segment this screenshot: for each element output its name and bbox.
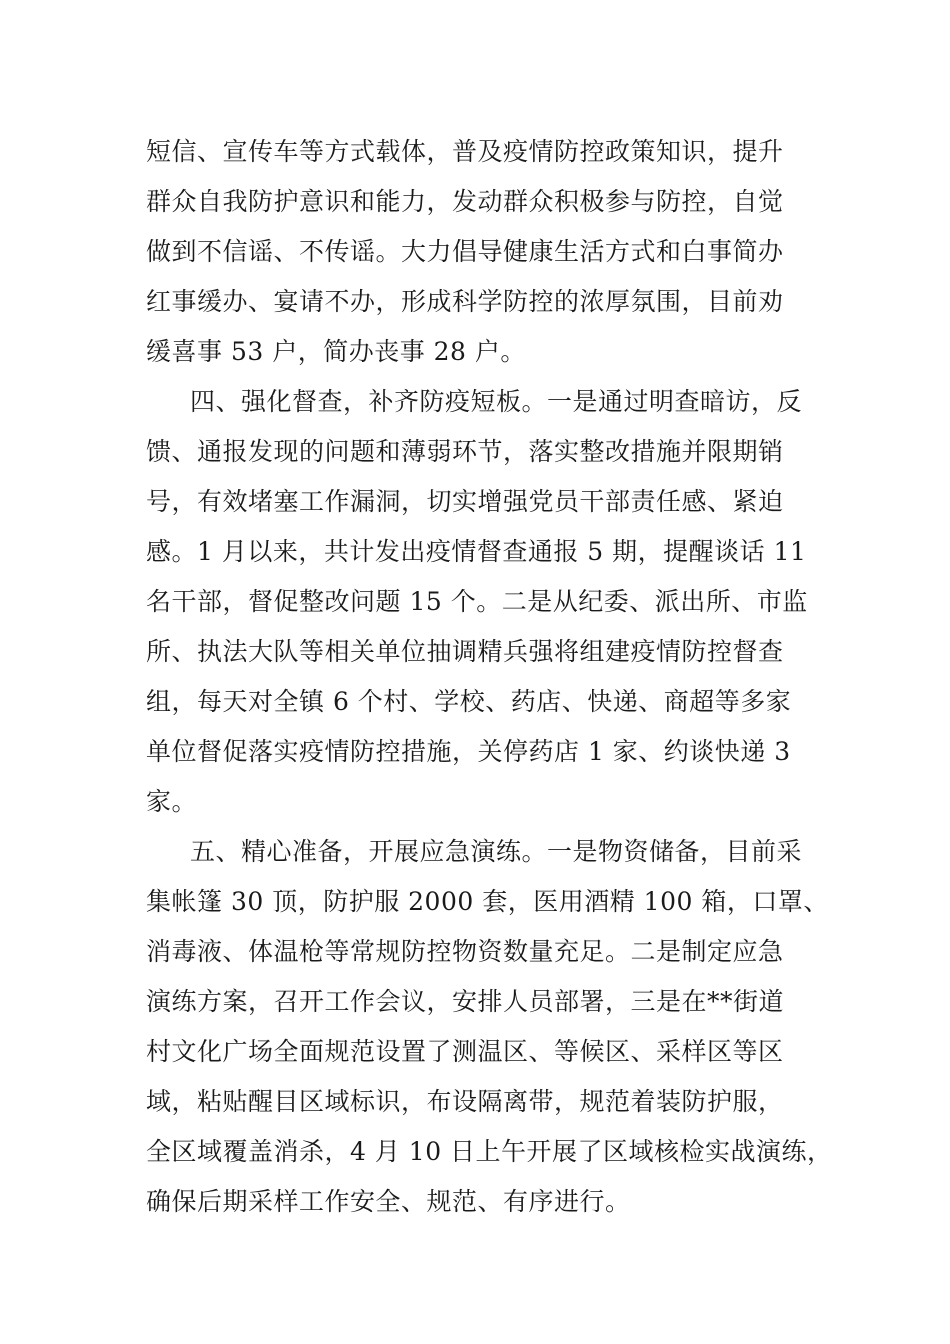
text-line: 名干部，督促整改问题 15 个。二是从纪委、派出所、市监 (146, 587, 808, 616)
text-line: 集帐篷 30 顶，防护服 2000 套，医用酒精 100 箱，口罩、 (146, 887, 829, 916)
text-line: 馈、通报发现的问题和薄弱环节，落实整改措施并限期销 (146, 437, 784, 466)
text-line: 四、强化督查，补齐防疫短板。一是通过明查暗访，反 (190, 387, 803, 416)
text-line: 域，粘贴醒目区域标识，布设隔离带，规范着装防护服， (146, 1087, 784, 1116)
text-line: 村文化广场全面规范设置了测温区、等候区、采样区等区 (146, 1037, 784, 1066)
text-line: 全区域覆盖消杀，4 月 10 日上午开展了区域核检实战演练， (146, 1137, 833, 1166)
text-line: 五、精心准备，开展应急演练。一是物资储备，目前采 (190, 837, 803, 866)
paragraph-publicity (146, 127, 826, 377)
text-line: 号，有效堵塞工作漏洞，切实增强党员干部责任感、紧迫 (146, 487, 784, 516)
document-page (146, 127, 833, 1227)
text-line: 所、执法大队等相关单位抽调精兵强将组建疫情防控督查 (146, 637, 784, 666)
text-line: 做到不信谣、不传谣。大力倡导健康生活方式和白事简办 (146, 237, 784, 266)
text-line: 家。 (146, 787, 198, 816)
text-line: 确保后期采样工作安全、规范、有序进行。 (146, 1187, 631, 1216)
text-line: 单位督促落实疫情防控措施，关停药店 1 家、约谈快递 3 (146, 737, 791, 766)
text-line: 短信、宣传车等方式载体，普及疫情防控政策知识，提升 (146, 137, 784, 166)
text-line: 缓喜事 53 户，简办丧事 28 户。 (146, 337, 526, 366)
text-line: 组，每天对全镇 6 个村、学校、药店、快递、商超等多家 (146, 687, 792, 716)
paragraph-supervision (146, 377, 826, 827)
text-line: 群众自我防护意识和能力，发动群众积极参与防控，自觉 (146, 187, 784, 216)
paragraph-emergency-drill (146, 827, 833, 1227)
text-line: 感。1 月以来，共计发出疫情督查通报 5 期，提醒谈话 11 (146, 537, 807, 566)
text-line: 演练方案，召开工作会议，安排人员部署，三是在**街道 (146, 987, 785, 1016)
text-line: 红事缓办、宴请不办，形成科学防控的浓厚氛围，目前劝 (146, 287, 784, 316)
text-line: 消毒液、体温枪等常规防控物资数量充足。二是制定应急 (146, 937, 784, 966)
